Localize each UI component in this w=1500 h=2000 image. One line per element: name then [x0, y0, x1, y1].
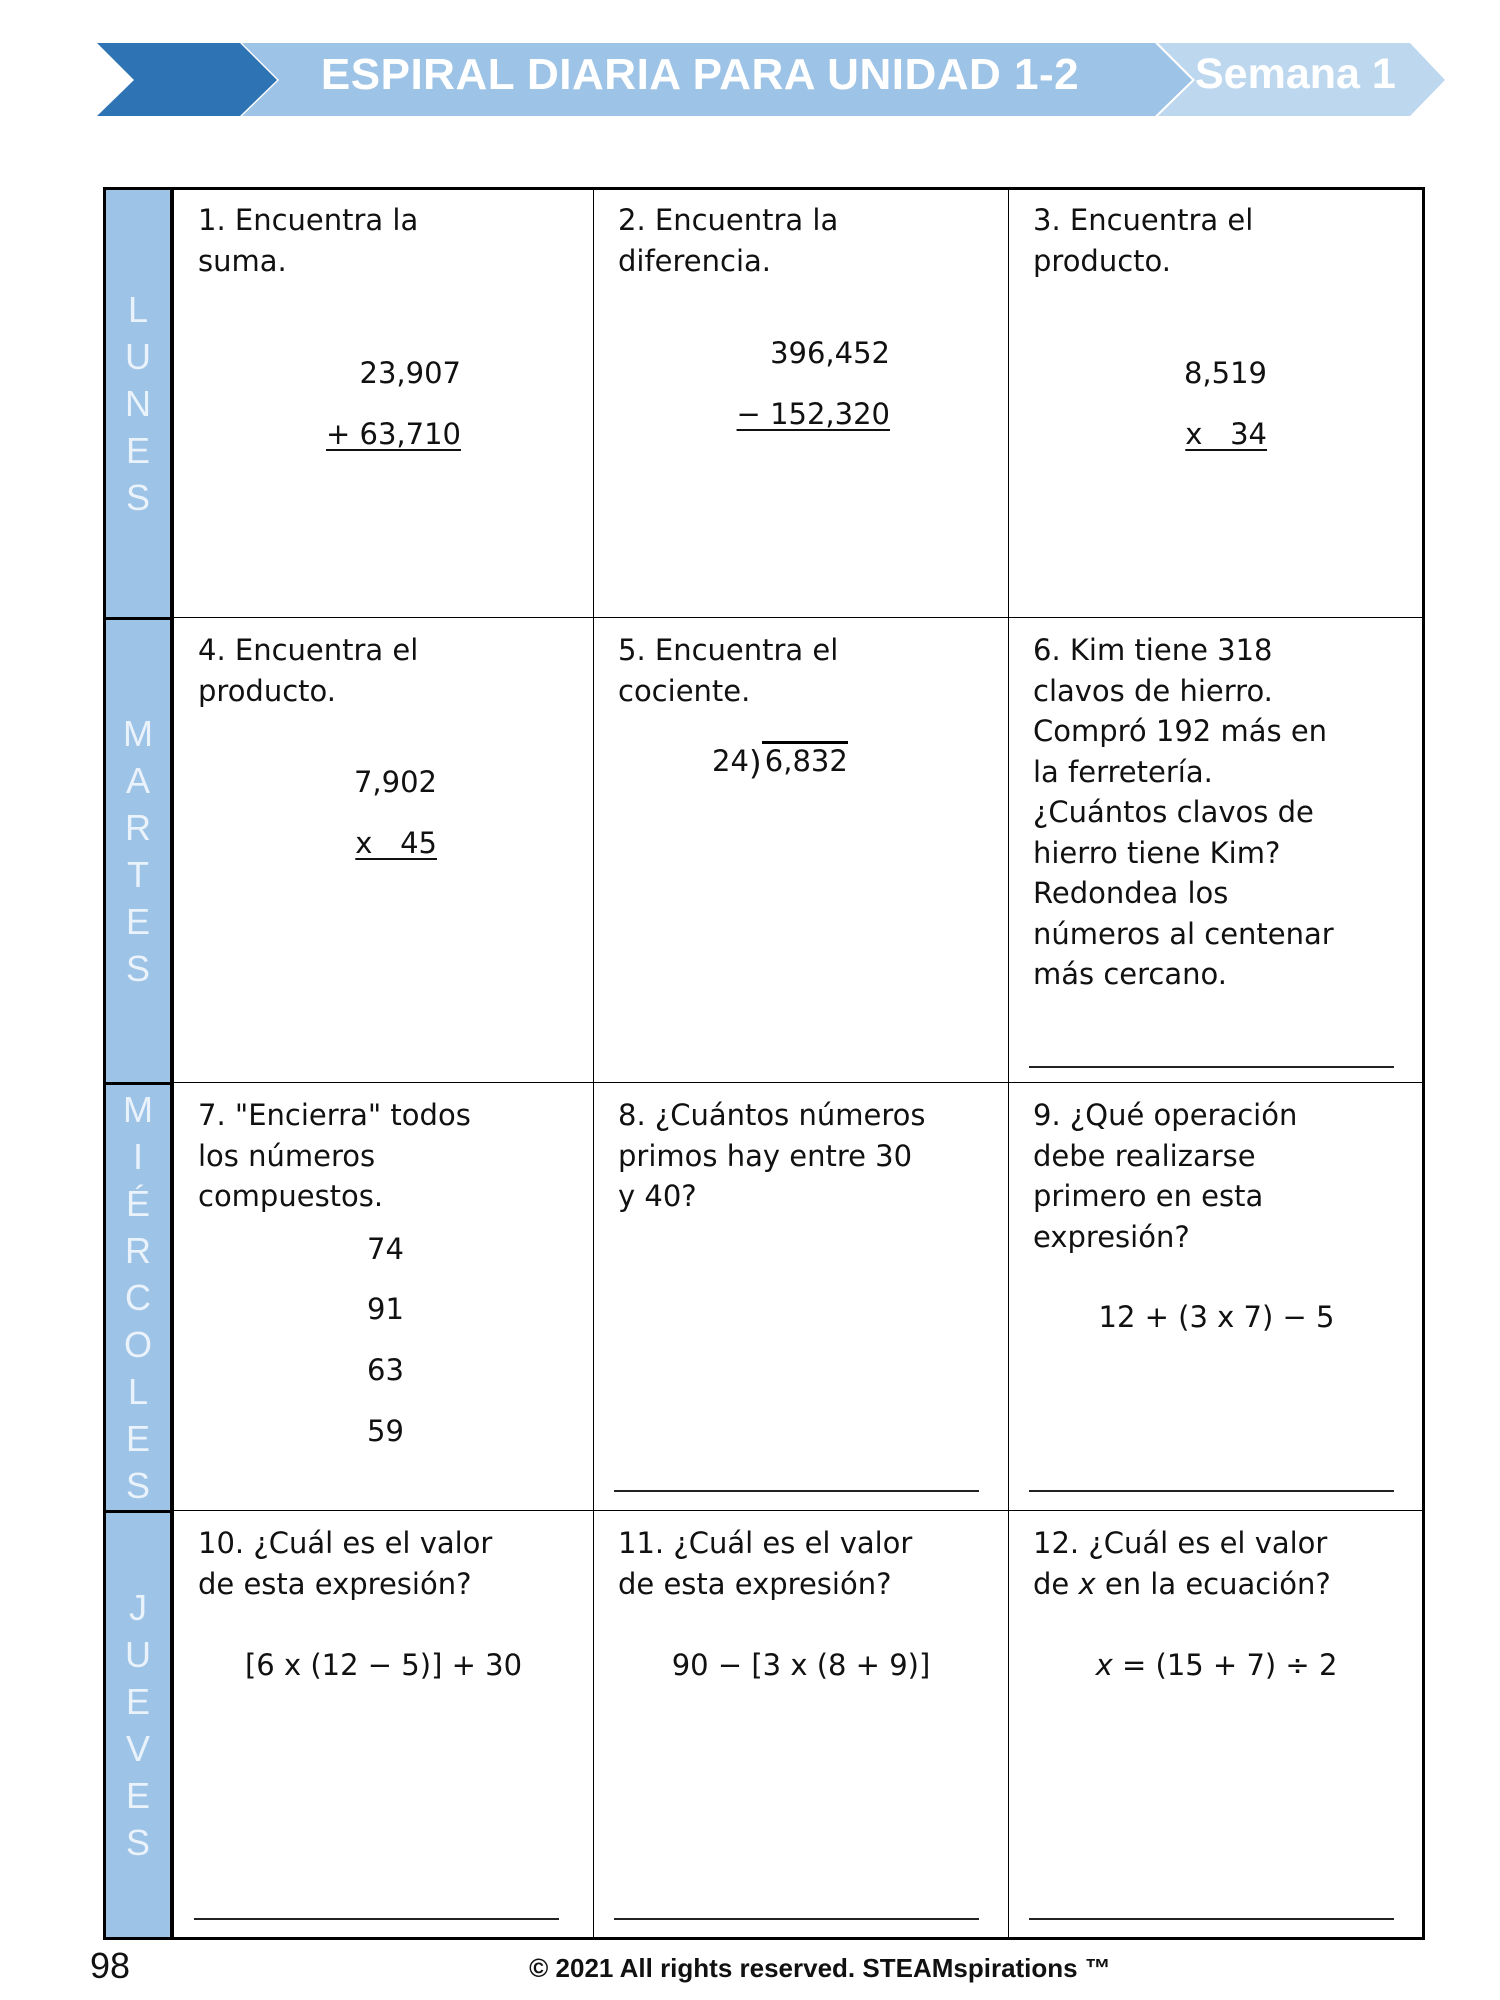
- page-title: ESPIRAL DIARIA PARA UNIDAD 1-2: [320, 50, 1080, 99]
- variable: x: [1078, 1566, 1096, 1601]
- problem-8: [593, 1082, 1009, 1511]
- factor-2: x 34: [1185, 417, 1267, 451]
- long-division: [712, 742, 848, 782]
- question-part: en la ecuación?: [1095, 1566, 1331, 1601]
- answer-line[interactable]: [1029, 1066, 1394, 1068]
- question-text: 10. ¿Cuál es el valor de esta expresión?: [198, 1526, 493, 1601]
- question-text: 9. ¿Qué operación debe realizarse primero en esta expresión?: [1033, 1098, 1298, 1254]
- minuend: 396,452: [770, 336, 890, 370]
- question-text: 5. Encuentra el cociente.: [618, 633, 839, 708]
- problem-7: [173, 1082, 594, 1511]
- answer-line[interactable]: [614, 1918, 979, 1920]
- question-text: 3. Encuentra el producto.: [1033, 203, 1254, 278]
- variable: x: [1095, 1648, 1113, 1682]
- factor-1: 7,902: [353, 765, 437, 799]
- problem-1: [173, 187, 594, 618]
- equation-rhs: = (15 + 7) ÷ 2: [1112, 1648, 1338, 1682]
- number-option[interactable]: 91: [367, 1292, 404, 1326]
- division-bracket-icon: ): [748, 743, 762, 782]
- number-option[interactable]: 74: [367, 1232, 404, 1266]
- problem-5: [593, 617, 1009, 1083]
- divisor: 24: [712, 744, 749, 778]
- question-text: 11. ¿Cuál es el valor de esta expresión?: [618, 1526, 913, 1601]
- answer-line[interactable]: [1029, 1490, 1394, 1492]
- addend-2: + 63,710: [326, 417, 461, 451]
- addend-1: 23,907: [359, 356, 461, 390]
- answer-line[interactable]: [194, 1918, 559, 1920]
- day-monday: [103, 187, 173, 620]
- subtrahend: − 152,320: [736, 397, 890, 431]
- problem-6: [1008, 617, 1425, 1083]
- factor-2: x 45: [355, 826, 437, 860]
- question-text: 8. ¿Cuántos números primos hay entre 30 y 40?: [618, 1098, 926, 1213]
- problem-2: [593, 187, 1009, 618]
- day-label: L U N E S: [125, 289, 151, 518]
- dividend: 6,832: [762, 741, 848, 778]
- week-label: Semana 1: [1195, 50, 1396, 98]
- copyright: © 2021 All rights reserved. STEAMspirations ™: [529, 1953, 1111, 1983]
- number-option[interactable]: 63: [367, 1353, 404, 1387]
- factor-1: 8,519: [1183, 356, 1267, 390]
- day-label: M I É R C O L E S: [123, 1089, 153, 1506]
- answer-line[interactable]: [1029, 1918, 1394, 1920]
- day-label: M A R T E S: [123, 713, 153, 989]
- number-option[interactable]: 59: [367, 1414, 404, 1448]
- question-text: 1. Encuentra la suma.: [198, 203, 419, 278]
- question-text: 6. Kim tiene 318 clavos de hierro. Compró 192 más en la ferretería. ¿Cuántos clavos de hierro tiene Kim? Redondea los números al centenar más cercano.: [1033, 633, 1334, 991]
- page-number: 98: [90, 1945, 131, 1986]
- question-text: 7. "Encierra" todos los números compuestos.: [198, 1098, 471, 1213]
- question-text: [1033, 1523, 1331, 1604]
- day-tuesday: [103, 617, 173, 1085]
- expression: [6 x (12 − 5)] + 30: [244, 1648, 523, 1682]
- problem-9: [1008, 1082, 1425, 1511]
- day-thursday: [103, 1510, 173, 1940]
- problem-4: [173, 617, 594, 1083]
- problem-12: [1008, 1510, 1425, 1940]
- problem-11: [593, 1510, 1009, 1940]
- expression: 12 + (3 x 7) − 5: [1098, 1300, 1335, 1334]
- equation: [1009, 1647, 1424, 1683]
- answer-line[interactable]: [614, 1490, 979, 1492]
- question-text: 2. Encuentra la diferencia.: [618, 203, 839, 278]
- problem-10: [173, 1510, 594, 1940]
- question-text: 4. Encuentra el producto.: [198, 633, 419, 708]
- expression: 90 − [3 x (8 + 9)]: [671, 1648, 931, 1682]
- problem-3: [1008, 187, 1425, 618]
- day-label: J U E V E S: [125, 1587, 151, 1863]
- question-part: 12. ¿Cuál es el valor de: [1033, 1526, 1328, 1601]
- day-wednesday: [103, 1082, 173, 1513]
